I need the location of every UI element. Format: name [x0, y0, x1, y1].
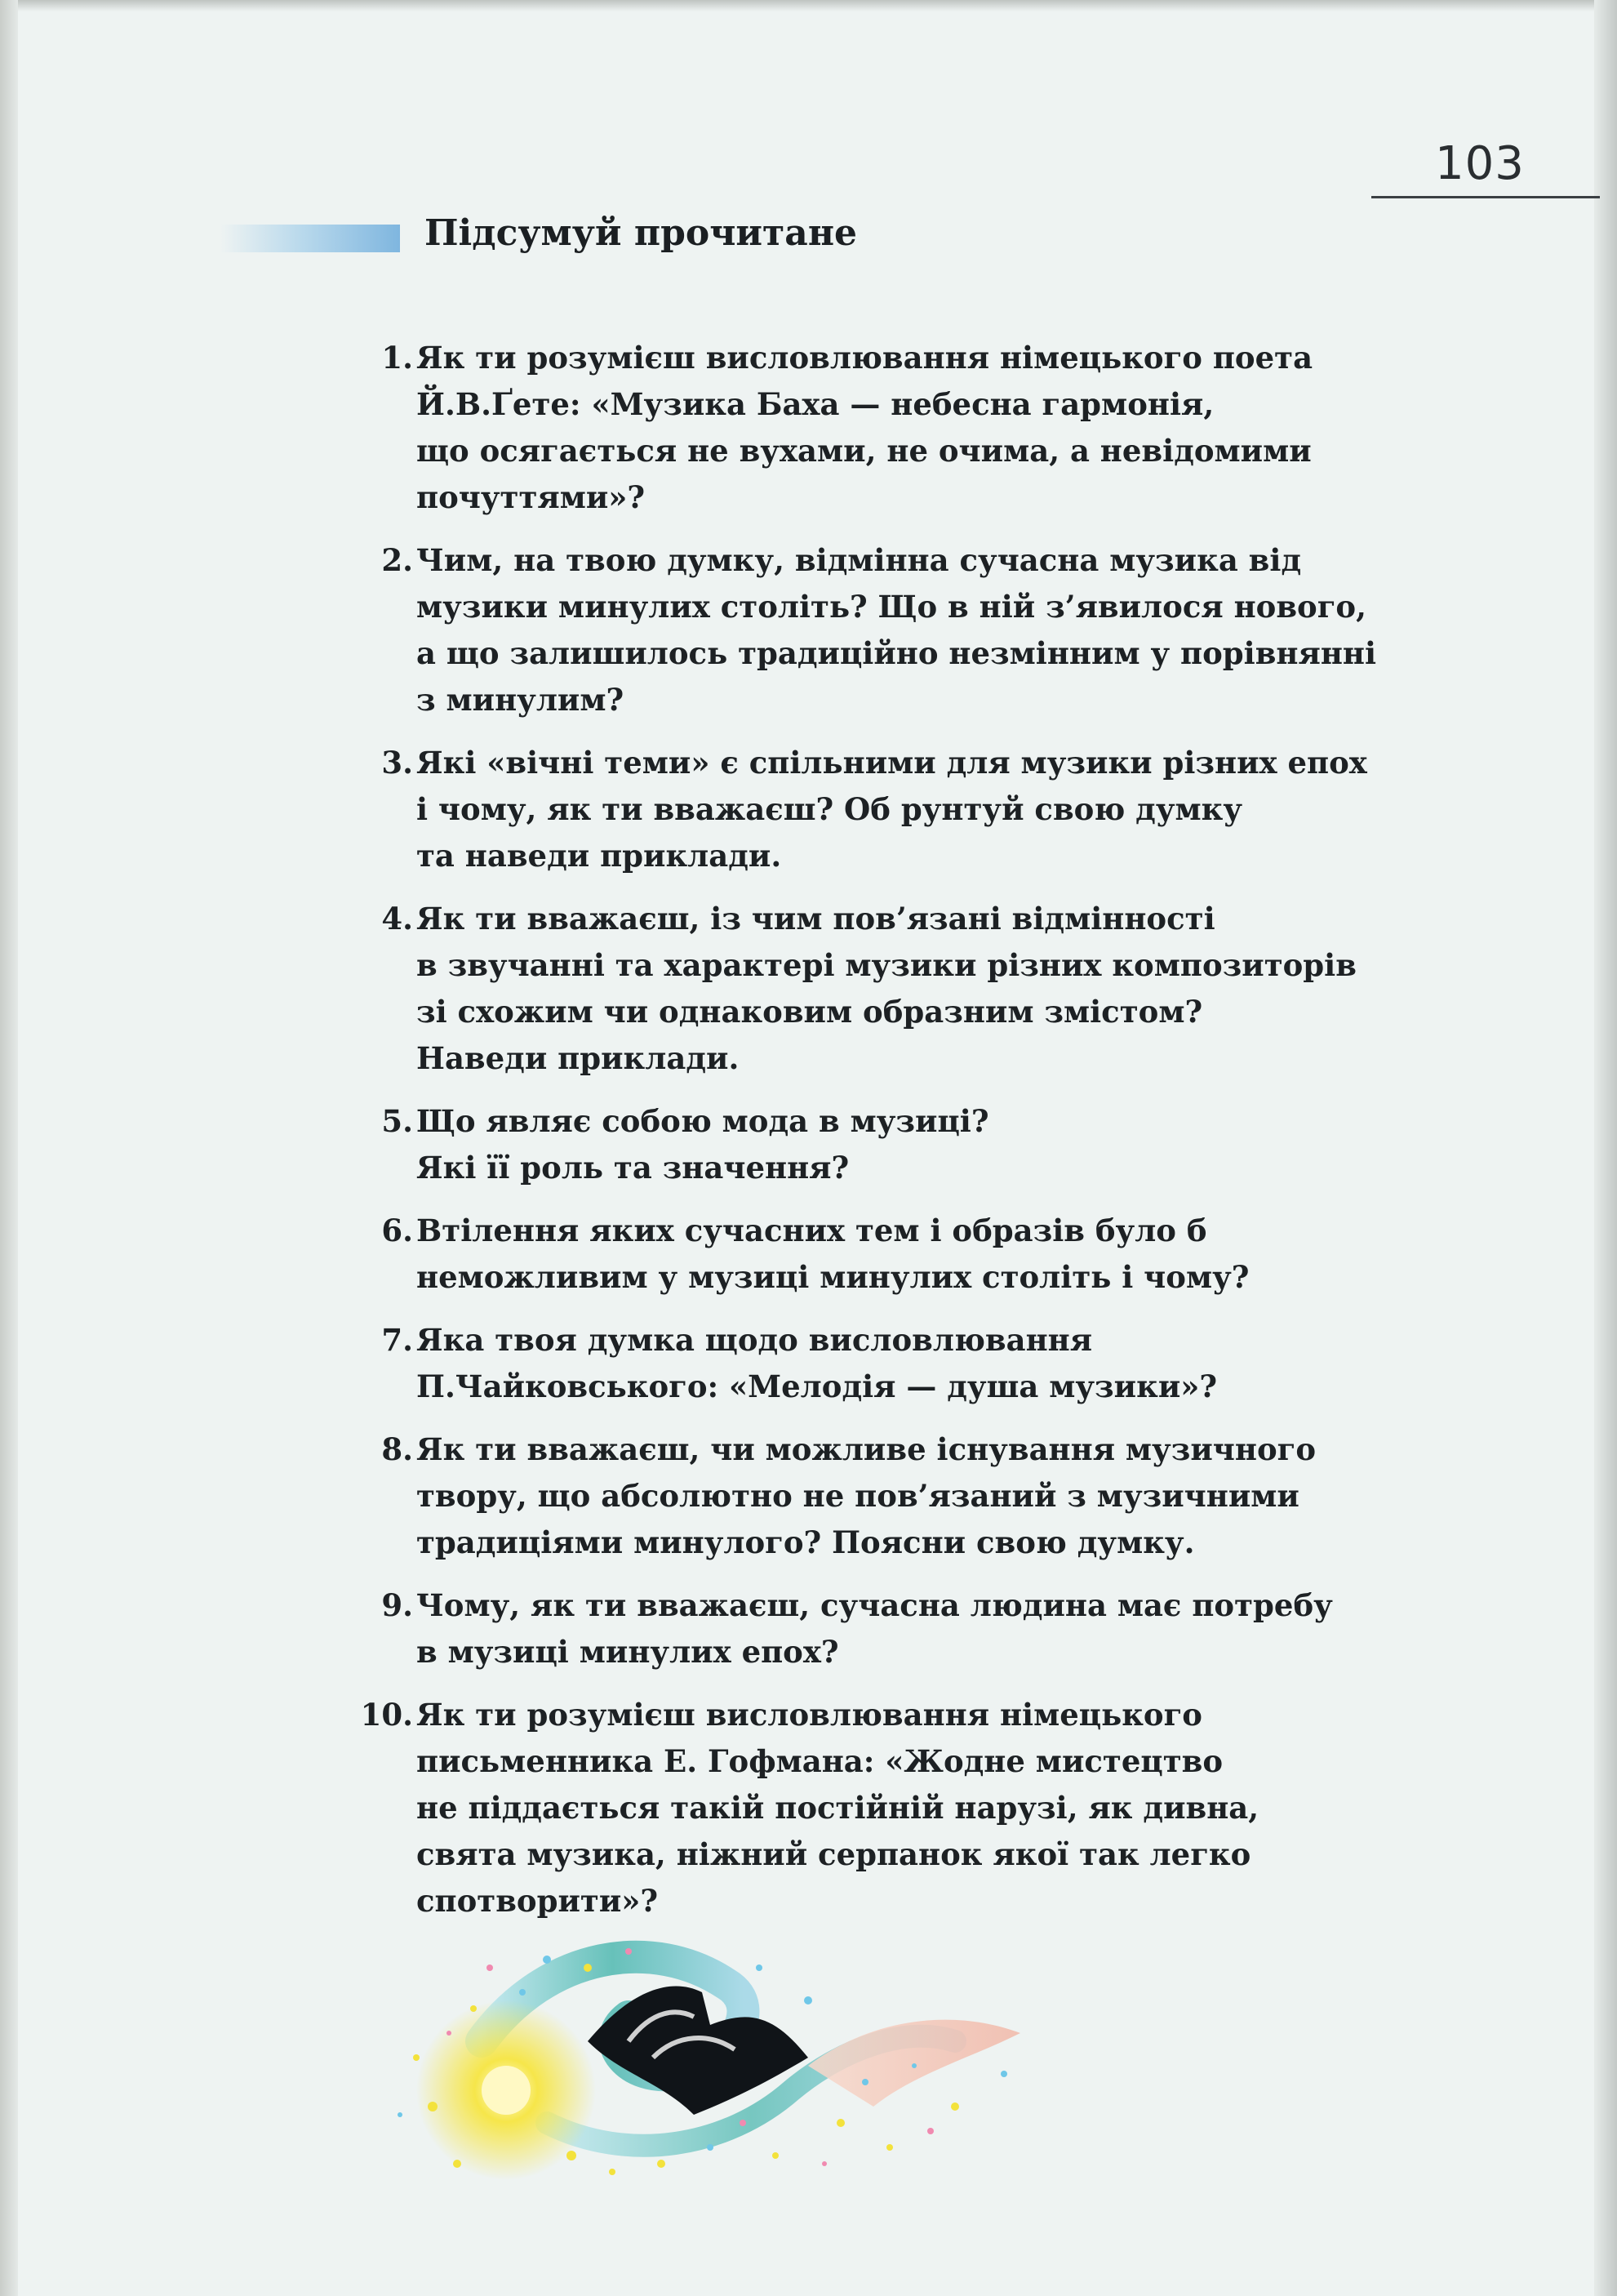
question-text-line: Яка твоя думка щодо висловлювання: [416, 1322, 1093, 1358]
question-number: 1.: [381, 340, 413, 376]
question-item: [351, 1098, 1428, 1191]
question-text-line: в звучанні та характері музики різних композиторів: [416, 947, 1357, 983]
question-text-line: не піддається такій постійній нарузі, як дивна,: [416, 1790, 1259, 1826]
question-text-line: і чому, як ти вважаєш? Об рунтуй свою думку: [416, 791, 1243, 827]
question-item: [351, 1582, 1428, 1675]
musical-swirl-illustration-icon: [384, 1919, 1053, 2188]
page-number: 103: [1435, 137, 1525, 190]
question-text-line: що осягається не вухами, не очима, а невідомими: [416, 433, 1312, 469]
question-number: 8.: [381, 1431, 413, 1467]
page-left-edge: [0, 0, 18, 2296]
question-text-line: твору, що абсолютно не пов’язаний з музичними: [416, 1478, 1299, 1514]
question-number: 7.: [381, 1322, 413, 1358]
question-text-line: Які «вічні теми» є спільними для музики різних епох: [416, 745, 1367, 781]
page-right-edge: [1594, 0, 1617, 2296]
question-number: 4.: [381, 901, 413, 937]
question-text-line: музики минулих століть? Що в ній з’явилося нового,: [416, 589, 1366, 625]
question-text-line: свята музика, ніжний серпанок якої так легко: [416, 1836, 1251, 1872]
question-item: [351, 335, 1428, 521]
section-heading: Підсумуй прочитане: [424, 212, 858, 254]
question-text-line: традиціями минулого? Поясни свою думку.: [416, 1524, 1195, 1560]
question-text-line: Які її роль та значення?: [416, 1150, 850, 1186]
question-list: [351, 335, 1428, 1941]
question-item: [351, 1426, 1428, 1566]
question-text-line: спотворити»?: [416, 1883, 659, 1919]
heading-accent-bar: [220, 225, 400, 252]
question-item: [351, 896, 1428, 1082]
question-text-line: Як ти вважаєш, із чим пов’язані відмінності: [416, 901, 1215, 937]
question-text-line: письменника Е. Гофмана: «Жодне мистецтво: [416, 1743, 1224, 1779]
question-text-line: Втілення яких сучасних тем і образів було б: [416, 1213, 1207, 1248]
question-number: 6.: [381, 1213, 413, 1248]
question-text-line: з минулим?: [416, 682, 624, 718]
question-item: [351, 1317, 1428, 1410]
question-number: 3.: [381, 745, 413, 781]
question-text-line: зі схожим чи однаковим образним змістом?: [416, 994, 1203, 1030]
question-item: [351, 1692, 1428, 1924]
question-number: 9.: [381, 1587, 413, 1623]
question-text-line: П.Чайковського: «Мелодія — душа музики»?: [416, 1368, 1218, 1404]
question-text-line: почуттями»?: [416, 479, 646, 515]
question-text-line: Чим, на твою думку, відмінна сучасна музика від: [416, 542, 1302, 578]
question-text-line: Як ти розумієш висловлювання німецького поета: [416, 340, 1313, 376]
question-number: 5.: [381, 1103, 413, 1139]
question-text-line: неможливим у музиці минулих століть і чому?: [416, 1259, 1250, 1295]
question-text-line: Що являє собою мода в музиці?: [416, 1103, 989, 1139]
question-text-line: Як ти розумієш висловлювання німецького: [416, 1697, 1202, 1733]
question-number: 2.: [381, 542, 413, 578]
question-text-line: Чому, як ти вважаєш, сучасна людина має потребу: [416, 1587, 1333, 1623]
question-item: [351, 740, 1428, 879]
question-text-line: Й.В.Ґете: «Музика Баха — небесна гармонія,: [416, 386, 1215, 422]
question-text-line: Наведи приклади.: [416, 1040, 740, 1076]
question-text-line: та наведи приклади.: [416, 838, 782, 874]
question-text-line: Як ти вважаєш, чи можливе існування музичного: [416, 1431, 1316, 1467]
page-top-edge: [0, 0, 1617, 11]
question-item: [351, 537, 1428, 723]
question-text-line: а що залишилось традиційно незмінним у порівнянні: [416, 635, 1377, 671]
question-text-line: в музиці минулих епох?: [416, 1634, 839, 1670]
page-number-rule: [1371, 196, 1600, 198]
question-number: 10.: [360, 1697, 413, 1733]
question-item: [351, 1208, 1428, 1301]
